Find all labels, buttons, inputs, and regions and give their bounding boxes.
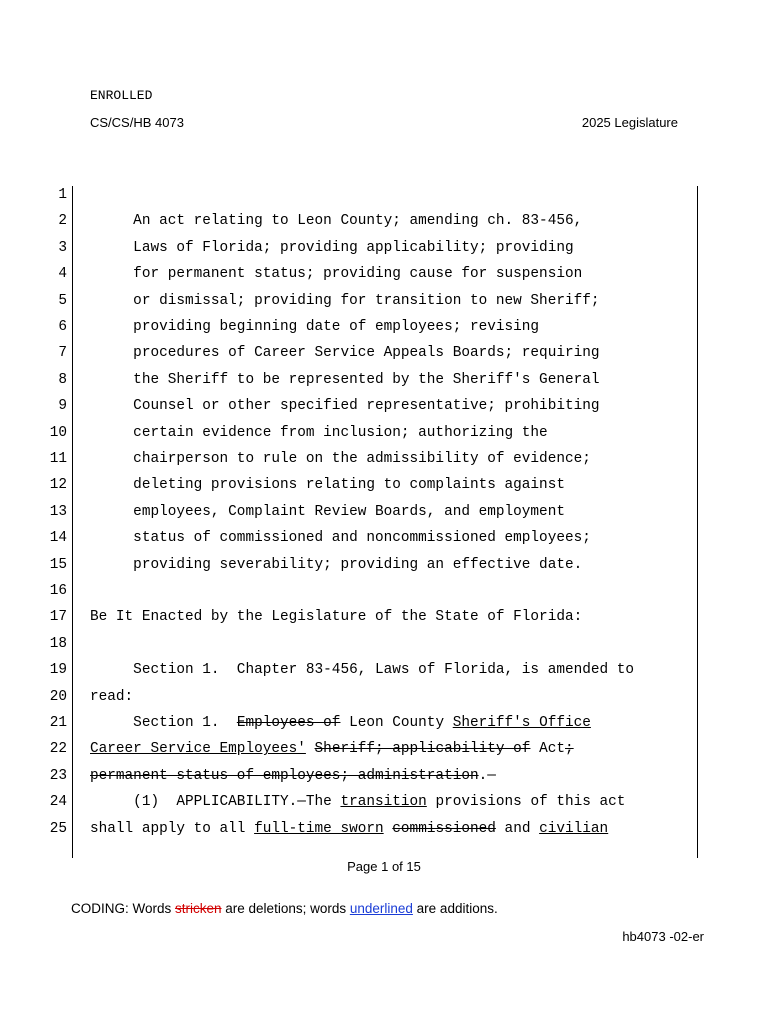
- added-text: full-time sworn: [254, 820, 384, 837]
- line-number: 17: [49, 609, 67, 626]
- line-text: [90, 472, 565, 498]
- bill-line: [0, 420, 768, 446]
- page-number: Page 1 of 15: [347, 859, 421, 874]
- bill-line: [0, 393, 768, 419]
- text-segment: (1) APPLICABILITY.—The: [90, 794, 341, 811]
- line-number: 10: [49, 424, 67, 441]
- text-segment: certain evidence from inclusion; authorizing the: [90, 424, 548, 441]
- bill-number: CS/CS/HB 4073: [90, 115, 184, 130]
- line-text: [90, 736, 574, 762]
- added-text: Sheriff's Office: [452, 715, 591, 731]
- added-text: civilian: [539, 820, 609, 837]
- line-number: 7: [58, 345, 67, 362]
- bill-line: [0, 763, 768, 789]
- line-number: 12: [49, 477, 67, 494]
- text-segment: Leon County: [340, 715, 453, 731]
- text-segment: deleting provisions relating to complaints against: [90, 477, 565, 494]
- deleted-text: commissioned: [392, 820, 496, 837]
- text-segment: Laws of Florida; providing applicability; providing: [90, 239, 574, 256]
- line-number: 25: [49, 820, 67, 837]
- bill-line: [0, 684, 768, 710]
- line-text: [90, 499, 565, 525]
- text-segment: or dismissal; providing for transition to new Sheriff;: [90, 292, 600, 309]
- deleted-text: permanent status of employees; administration: [90, 767, 479, 784]
- text-segment: Counsel or other specified representative; prohibiting: [90, 398, 600, 415]
- bill-line: [0, 710, 768, 736]
- line-number: 14: [49, 530, 67, 547]
- bill-line: [0, 261, 768, 287]
- line-text: [90, 261, 582, 287]
- bill-line: [0, 736, 768, 762]
- line-number: 13: [49, 503, 67, 520]
- coding-suffix: are additions.: [412, 901, 498, 916]
- bill-line: [0, 235, 768, 261]
- added-text: Career Service Employees': [90, 741, 306, 758]
- deleted-text: ;: [565, 741, 574, 758]
- document-id: hb4073 -02-er: [622, 929, 704, 944]
- bill-line: [0, 340, 768, 366]
- bill-line: [0, 367, 768, 393]
- bill-line: [0, 446, 768, 472]
- coding-middle: are deletions; words: [221, 901, 350, 916]
- line-number: 18: [49, 635, 67, 652]
- text-segment: Section 1.: [90, 715, 237, 731]
- line-text: [90, 446, 591, 472]
- bill-line: [0, 789, 768, 815]
- line-number: 2: [58, 213, 67, 230]
- text-segment: provisions of this act: [426, 794, 626, 811]
- line-number: 9: [58, 398, 67, 415]
- bill-line: [0, 472, 768, 498]
- line-text: [90, 604, 582, 630]
- deleted-text: Sheriff; applicability of: [314, 741, 531, 758]
- line-text: [90, 525, 591, 551]
- coding-legend: [71, 901, 498, 916]
- text-segment: chairperson to rule on the admissibility of evidence;: [90, 451, 591, 467]
- line-text: [90, 288, 600, 314]
- line-number: 15: [49, 556, 67, 573]
- line-number: 5: [58, 292, 67, 309]
- text-segment: .—: [478, 767, 496, 784]
- bill-line: [0, 288, 768, 314]
- line-number: 11: [49, 451, 67, 467]
- session-label: 2025 Legislature: [581, 115, 678, 130]
- text-segment: read:: [90, 688, 134, 705]
- text-segment: and: [495, 820, 540, 837]
- line-number: 6: [58, 319, 67, 335]
- line-number: 19: [49, 662, 67, 679]
- text-segment: status of commissioned and noncommissioned employees;: [90, 530, 591, 547]
- line-text: [90, 420, 548, 446]
- bill-line: [0, 525, 768, 551]
- line-number: 16: [49, 583, 67, 599]
- text-segment: Act: [530, 741, 565, 758]
- bill-line: [0, 604, 768, 630]
- bill-line: [0, 552, 768, 578]
- line-text: [90, 393, 600, 419]
- line-number: 22: [49, 741, 67, 758]
- enrolled-label: ENROLLED: [90, 88, 153, 103]
- text-segment: the Sheriff to be represented by the Sheriff's General: [90, 371, 600, 388]
- line-text: [90, 552, 582, 578]
- text-segment: Be It Enacted by the Legislature of the State of Florida:: [90, 609, 583, 626]
- line-text: [90, 340, 600, 366]
- coding-prefix: CODING: Words: [71, 901, 176, 916]
- text-segment: [306, 741, 315, 757]
- line-text: [90, 816, 608, 842]
- line-number: 8: [58, 371, 67, 388]
- text-segment: for permanent status; providing cause for suspension: [90, 266, 583, 283]
- text-segment: employees, Complaint Review Boards, and employment: [90, 503, 565, 520]
- line-number: 21: [49, 715, 67, 731]
- added-text: transition: [340, 794, 427, 811]
- bill-line: [0, 578, 768, 604]
- line-text: [90, 314, 539, 340]
- coding-stricken-sample: stricken: [175, 901, 222, 916]
- line-text: [90, 684, 133, 710]
- coding-underlined-sample: underlined: [349, 901, 413, 916]
- line-number: 24: [49, 794, 67, 811]
- text-segment: shall apply to all: [90, 820, 255, 837]
- bill-line: [0, 314, 768, 340]
- line-text: [90, 235, 574, 261]
- bill-line: [0, 208, 768, 234]
- line-number: 23: [49, 767, 67, 784]
- text-segment: An act relating to Leon County; amending ch. 83-456,: [90, 213, 583, 230]
- text-segment: procedures of Career Service Appeals Boards; requiring: [90, 345, 600, 362]
- line-number: 3: [58, 239, 67, 256]
- bill-line: [0, 816, 768, 842]
- deleted-text: Employees of: [236, 715, 341, 731]
- bill-line: [0, 657, 768, 683]
- line-text: [90, 657, 634, 683]
- line-number: 20: [49, 688, 67, 705]
- line-text: [90, 367, 600, 393]
- text-segment: Section 1. Chapter 83-456, Laws of Florida, is amended to: [90, 662, 635, 679]
- bill-line: [0, 631, 768, 657]
- bill-line: [0, 182, 768, 208]
- line-number: 4: [58, 266, 67, 283]
- bill-line: [0, 499, 768, 525]
- line-text: [90, 710, 591, 736]
- line-text: [90, 789, 625, 815]
- text-segment: providing beginning date of employees; revising: [90, 319, 540, 335]
- text-segment: [384, 821, 393, 837]
- line-text: [90, 763, 496, 789]
- text-segment: providing severability; providing an effective date.: [90, 556, 583, 573]
- line-number: 1: [58, 187, 67, 203]
- line-text: [90, 208, 582, 234]
